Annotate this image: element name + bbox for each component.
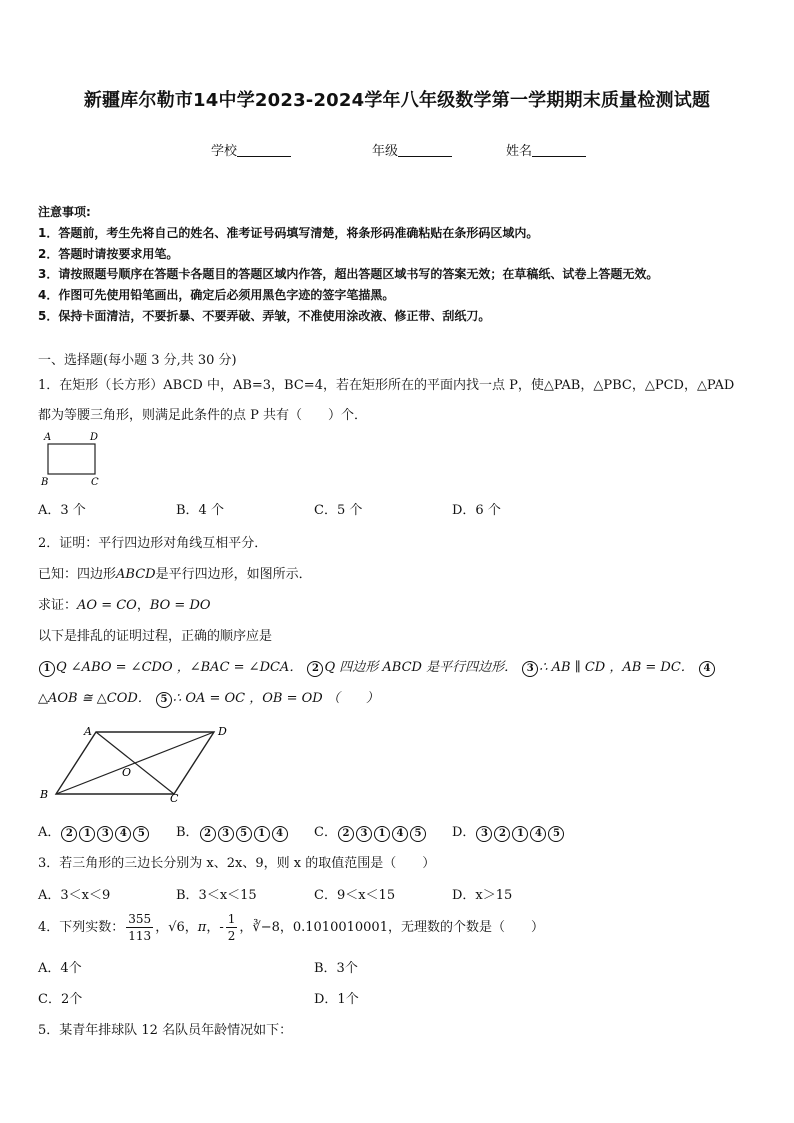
school-blank <box>237 143 291 157</box>
name-blank <box>532 143 586 157</box>
fig1-label-c: C <box>91 477 99 488</box>
note-item: 1．答题前，考生先将自己的姓名、准考证号码填写清楚，将条形码准确粘贴在条形码区域内。 <box>38 225 539 240</box>
q2-option-a: A． 2 1 3 4 5 <box>38 821 150 842</box>
q2-given: 已知：四边形ABCD是平行四边形，如图所示． <box>38 567 312 582</box>
q2-option-d: D． 3 2 1 4 5 <box>452 821 565 842</box>
fraction: $\frac{1}{2}$ <box>227 912 236 943</box>
q1-option-a: A．3 个 <box>38 503 86 518</box>
grade-blank <box>398 143 452 157</box>
name-field: 姓名 <box>506 140 586 159</box>
fig1-label-a: A <box>44 432 52 443</box>
q1-option-d: D．6 个 <box>452 503 501 518</box>
q2-option-c: C． 2 3 1 4 5 <box>314 821 427 842</box>
q1-line2: 都为等腰三角形，则满足此条件的点 P 共有（ ）个． <box>38 408 368 423</box>
q1-line1: 1．在矩形（长方形）ABCD 中，AB=3，BC=4，若在矩形所在的平面内找一点 P，使△PAB，△PBC，△PCD，△PAD <box>38 378 735 393</box>
q4-option-a: A．4个 <box>38 961 82 976</box>
q5-line1: 5．某青年排球队 12 名队员年龄情况如下： <box>38 1023 293 1038</box>
q1-option-c: C．5 个 <box>314 503 363 518</box>
q4-option-b: B．3个 <box>314 961 358 976</box>
q2-steps-line1: 1 Q ∠ABO = ∠CDO ，∠BAC = ∠DCA． 2 Q 四边形 ABCD 是平行四边形． 3 ∴ AB ∥ CD ，AB = DC． 4 <box>38 656 716 677</box>
fig2-label-d: D <box>218 725 227 738</box>
step-number: 5 <box>156 692 172 708</box>
q3-option-d: D．x＞15 <box>452 888 513 903</box>
q2-option-b: B． 2 3 5 1 4 <box>176 821 289 842</box>
fig1-label-b: B <box>41 477 49 488</box>
fig2-label-a: A <box>84 725 92 738</box>
q4-option-d: D．1个 <box>314 992 359 1007</box>
q3-line1: 3．若三角形的三边长分别为 x、2x、9，则 x 的取值范围是（ ） <box>38 856 436 871</box>
q4-line1: 4．下列实数： $\frac{355}{113}$ ，√6，π，- $\frac{1}{2}$ ，∛−8，0.1010010001，无理数的个数是（ ） <box>38 912 544 943</box>
q4-option-c: C．2个 <box>38 992 83 1007</box>
q2-prove: 求证：AO = CO，BO = DO <box>38 598 211 613</box>
note-item: 5．保持卡面清洁，不要折暴、不要弄破、弄皱，不准使用涂改液、修正带、刮纸刀。 <box>38 308 491 323</box>
fig1-label-d: D <box>90 432 99 443</box>
fig2-label-o: O <box>122 766 132 779</box>
note-item: 2．答题时请按要求用笔。 <box>38 246 179 261</box>
step-number: 3 <box>522 661 538 677</box>
fraction: $\frac{355}{113}$ <box>128 912 152 943</box>
note-item: 3．请按照题号顺序在答题卡各题目的答题区域内作答，超出答题区域书写的答案无效；在草稿纸、试卷上答题无效。 <box>38 267 659 282</box>
notes <box>38 202 658 327</box>
q3-option-c: C．9＜x＜15 <box>314 888 396 903</box>
step-number: 4 <box>699 661 715 677</box>
note-item: 4．作图可先使用铅笔画出，确定后必须用黑色字迹的签字笔描黑。 <box>38 288 395 303</box>
notes-heading: 注意事项: <box>38 205 91 219</box>
q2-instruction: 以下是排乱的证明过程，正确的顺序应是 <box>38 629 273 644</box>
q1-rectangle-figure <box>38 428 108 488</box>
q1-option-b: B．4 个 <box>176 503 224 518</box>
fig2-label-c: C <box>170 792 179 804</box>
school-field: 学校 <box>211 140 291 159</box>
section-heading: 一、选择题(每小题 3 分,共 30 分) <box>38 353 237 368</box>
step-number: 2 <box>307 661 323 677</box>
q2-parallelogram-figure <box>36 722 236 804</box>
q3-option-b: B．3＜x＜15 <box>176 888 257 903</box>
q2-steps-line2: △AOB ≅ △COD． 5 ∴ OA = OC ，OB = OD （ ） <box>38 691 379 706</box>
page-title: 新疆库尔勒市14中学2023-2024学年八年级数学第一学期期末质量检测试题 <box>83 90 711 111</box>
fig2-label-b: B <box>40 788 49 801</box>
grade-field: 年级 <box>372 140 452 159</box>
step-number: 1 <box>39 661 55 677</box>
q3-option-a: A．3＜x＜9 <box>38 888 111 903</box>
q2-line1: 2．证明：平行四边形对角线互相平分． <box>38 536 268 551</box>
